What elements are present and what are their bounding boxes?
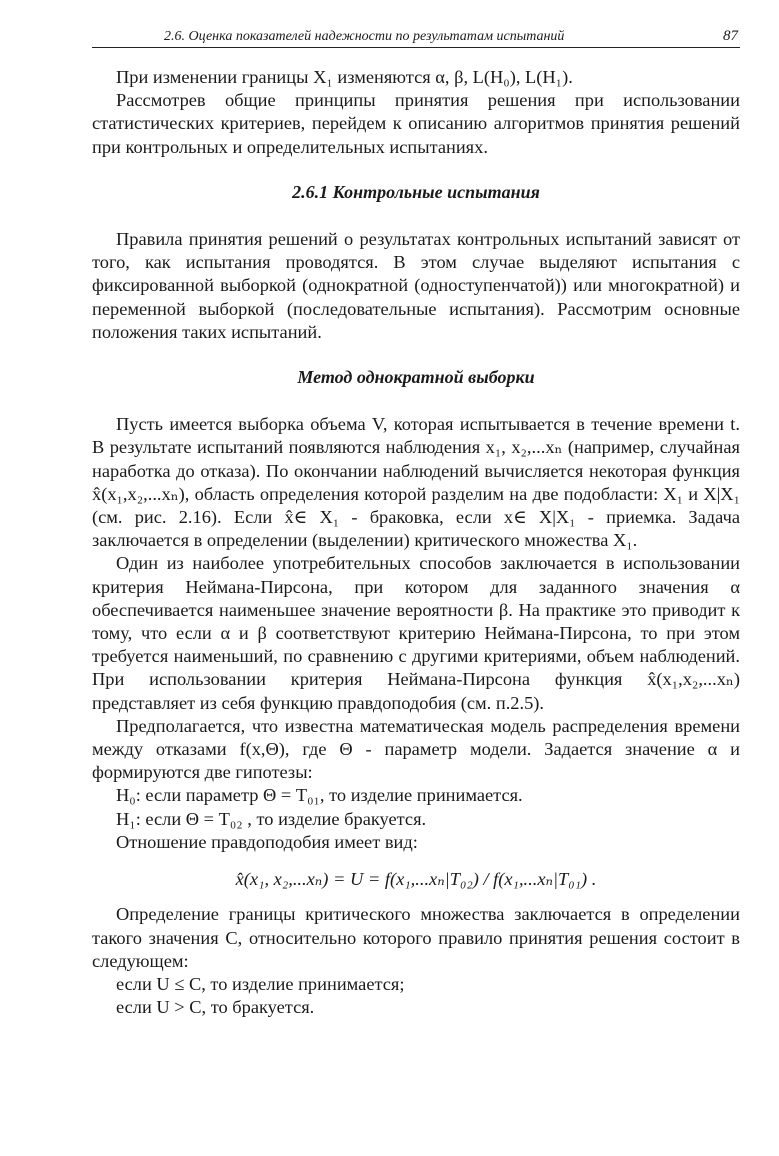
rule-accept: если U ≤ C, то изделие принимается; xyxy=(116,973,405,994)
page-number: 87 xyxy=(723,28,738,44)
paragraph: При изменении границы X₁ изменяются α, β, L(H₀), L(H₁). xyxy=(116,67,573,87)
paragraph: Рассмотрев общие принципы принятия решения при использовании статистических критериев, перейдем к описанию алгоритмов принятия решений при контрольных и определительных испытаниях. xyxy=(92,90,740,157)
likelihood-formula: x̂(x₁, x₂,...xₙ) = U = f(x₁,...xₙ|T₀₂) / f(x₁,...xₙ|T₀₁) . xyxy=(235,869,597,890)
hypothesis-h1: H₁: если Θ = T₀₂ , то изделие бракуется. xyxy=(116,808,427,829)
paragraph: Определение границы критического множества заключается в определении такого значения C, относительно которого правило принятия решения состоит в следующем: xyxy=(92,904,740,971)
paragraph: Предполагается, что известна математическая модель распределения времени между отказами f(x,Θ), где Θ - параметр модели. Задается значение α и формируются две гипотезы: xyxy=(92,715,740,783)
paragraph: Пусть имеется выборка объема V, которая испытывается в течение времени t. В результате испытаний появляются наблюдения x₁, x₂,...xₙ (например, случайная наработка до отказа). По окончании наблюдений вычисляется некоторая функция x̂(x₁,x₂,...xₙ), область определения которой разделим на две подобласти: X₁ и X|X₁ (см. рис. 2.16). Если x̂∈ X₁ - браковка, если x∈ X|X₁ - приемка. Задача заключается в определении (выделении) критического множества X₁. xyxy=(92,414,740,551)
running-header xyxy=(92,28,740,48)
header-title: 2.6. Оценка показателей надежности по результатам испытаний xyxy=(164,29,565,44)
paragraph: Один из наиболее употребительных способов заключается в использовании критерия Неймана-Пирсона, при котором для заданного значения α обеспечивается наименьшее значение вероятности β. На практике это приводит к тому, что если α и β соответствуют критерию Неймана-Пирсона, то при этом требуется наименьший, по сравнению с другими критериями, объем наблюдений. При использовании критерия Неймана-Пирсона функция x̂(x₁,x₂,...xₙ) представляет из себя функцию правдоподобия (см. п.2.5). xyxy=(92,553,740,713)
rule-reject: если U > C, то бракуется. xyxy=(116,997,315,1018)
hypothesis-h0: H₀: если параметр Θ = T₀₁, то изделие принимается. xyxy=(116,785,523,806)
section-heading: 2.6.1 Контрольные испытания xyxy=(292,181,540,202)
body-text xyxy=(92,66,740,1019)
page xyxy=(92,28,740,1019)
paragraph: Правила принятия решений о результатах контрольных испытаний зависят от того, как испытания проводятся. В этом случае выделяют испытания с фиксированной выборкой (однократной (одноступенчатой)) или многократной) и переменной выборкой (последовательные испытания). Рассмотрим основные положения таких испытаний. xyxy=(92,229,740,342)
paragraph: Отношение правдоподобия имеет вид: xyxy=(116,831,418,852)
subsection-heading: Метод однократной выборки xyxy=(297,367,535,388)
